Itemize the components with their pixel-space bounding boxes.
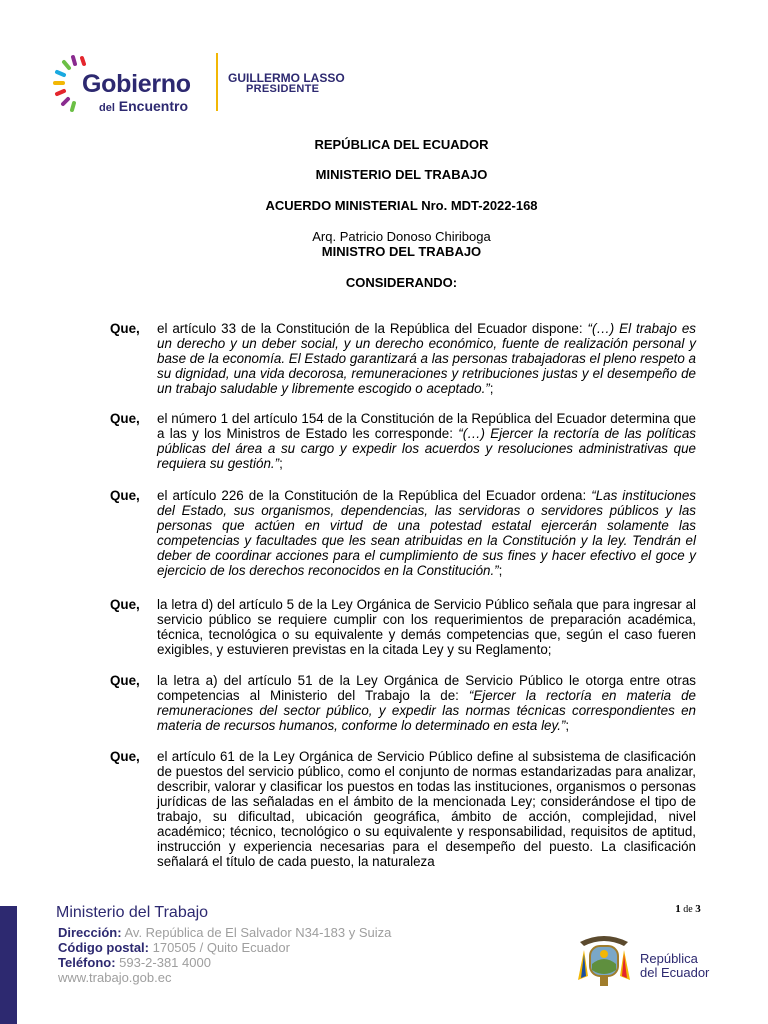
phone-label: Teléfono: [58, 955, 116, 970]
footer-accent-bar [0, 906, 17, 1024]
paragraph-text: la letra d) del artículo 5 de la Ley Orgánica de Servicio Público señala que para ingresar al servicio público se requiere cumplir con los requerimientos de preparación académica, técnica, tecnológica o su equivalente y demás competencias que, según el caso fueren exigibles, y estuvieren previstas en la citada Ley y su Reglamento; [157, 597, 696, 657]
considerando-paragraph-2 [110, 411, 696, 471]
paragraph-tail: ; [489, 381, 494, 396]
paragraph-text: el artículo 33 de la Constitución de la República del Ecuador dispone: [157, 321, 588, 336]
considerando-paragraph-4 [110, 597, 696, 657]
page-total: 3 [695, 903, 701, 915]
logo-divider [216, 53, 218, 111]
address-label: Dirección: [58, 925, 122, 940]
paragraph-tail: ; [565, 718, 570, 733]
president-name: GUILLERMO LASSO [228, 71, 345, 85]
paragraph-quote: “(…) Ejercer la rectoría de las políticas públicas del área a su cargo y expedir los acuerdos y resoluciones administrativas que requiera su gestión.” [157, 426, 696, 471]
paragraph-body [157, 597, 696, 657]
que-label: Que, [110, 411, 140, 426]
considerando-paragraph-3 [110, 488, 696, 578]
title-acuerdo: ACUERDO MINISTERIAL Nro. MDT-2022-168 [265, 198, 538, 213]
coat-of-arms-icon [574, 930, 634, 994]
page-current: 1 [675, 903, 681, 915]
paragraph-quote: “Ejercer la rectoría en materia de remuneraciones del sector público, y expedir las normas técnicas correspondientes en materia de recursos humanos, conforme lo determinado en esta ley.” [157, 688, 697, 733]
page-of: de [683, 904, 693, 915]
paragraph-tail: ; [279, 456, 283, 471]
considerando-paragraph-1 [110, 321, 696, 396]
paragraph-text: el artículo 226 de la Constitución de la República del Ecuador ordena: [157, 488, 592, 503]
republica-line2: del Ecuador [640, 965, 710, 980]
considerando-paragraph-5 [110, 673, 696, 733]
page-number [658, 903, 718, 916]
footer-phone [58, 955, 211, 970]
brand-subtitle [99, 99, 188, 114]
que-label: Que, [110, 673, 140, 688]
title-ministerio: MINISTERIO DEL TRABAJO [315, 167, 488, 182]
footer-postal [58, 940, 290, 955]
brand-sub: Encuentro [118, 98, 189, 114]
gobierno-logo [52, 50, 492, 120]
paragraph-body [157, 488, 696, 578]
paragraph-body [157, 321, 696, 396]
considerando-heading: CONSIDERANDO: [345, 275, 458, 290]
que-label: Que, [110, 321, 140, 336]
paragraph-body [157, 411, 696, 471]
que-label: Que, [110, 597, 140, 612]
republica-del-ecuador [640, 952, 709, 980]
footer-ministry: Ministerio del Trabajo [56, 904, 209, 921]
postal-value: 170505 / Quito Ecuador [149, 940, 290, 955]
paragraph-tail: ; [498, 563, 503, 578]
postal-label: Código postal: [58, 940, 149, 955]
paragraph-body [157, 673, 696, 733]
address-value: Av. República de El Salvador N34-183 y Suiza [121, 925, 392, 940]
que-label: Que, [110, 749, 140, 764]
minister-role: MINISTRO DEL TRABAJO [321, 244, 482, 259]
considerando-paragraph-6 [110, 749, 696, 869]
paragraph-body [157, 749, 696, 869]
que-label: Que, [110, 488, 140, 503]
paragraph-text: la letra a) del artículo 51 de la Ley Orgánica de Servicio Público le otorga entre otras competencias al Ministerio del Trabajo la de: [157, 673, 696, 703]
title-republica: REPÚBLICA DEL ECUADOR [314, 137, 489, 152]
paragraph-text: el número 1 del artículo 154 de la Constitución de la República del Ecuador determina que a las y los Ministros de Estado les corresponde: [157, 411, 696, 441]
republica-line1: República [640, 951, 698, 966]
paragraph-quote: “(…) El trabajo es un derecho y un deber social, y un derecho económico, fuente de realización personal y base de la economía. El Estado garantizará a las personas trabajadoras el pleno respeto a su dignidad, una vida decorosa, remuneraciones y retribuciones justas y el desempeño de un trabajo saludable y libremente escogido o aceptado.” [157, 321, 696, 396]
footer-website[interactable]: www.trabajo.gob.ec [58, 970, 172, 985]
brand-name: Gobierno [82, 70, 191, 98]
footer-address [58, 925, 391, 940]
phone-value: 593-2-381 4000 [115, 955, 211, 970]
paragraph-text: el artículo 61 de la Ley Orgánica de Servicio Público define al subsistema de clasificación de puestos del servicio público, como el conjunto de normas estandarizadas para analizar, describir, valorar y clasificar los puestos en todas las instituciones, organismos o personas jurídicas de las señaladas en el ámbito de la mencionada Ley; considerándose el tipo de trabajo, su dificultad, ubicación geográfica, ámbito de acción, complejidad, nivel académico; técnico, tecnológico o su equivalente y responsabilidad, requisitos de aptitud, instrucción y experiencia necesarias para el desempeño del puesto. La clasificación señalará el título de cada puesto, la naturaleza [157, 749, 696, 869]
minister-name: Arq. Patricio Donoso Chiriboga [312, 229, 491, 244]
president-role: PRESIDENTE [246, 83, 320, 95]
paragraph-quote: “Las instituciones del Estado, sus organismos, dependencias, las servidoras o servidores públicos y las personas que actúen en virtud de una potestad estatal ejercerán solamente las competencias y facultades que les sean atribuidas en la Constitución y la ley. Tendrán el deber de coordinar acciones para el cumplimiento de sus fines y hacer efectivo el goce y ejercicio de los derechos reconocidos en la Constitución.” [157, 488, 696, 578]
brand-sub-prefix: del [99, 102, 115, 114]
